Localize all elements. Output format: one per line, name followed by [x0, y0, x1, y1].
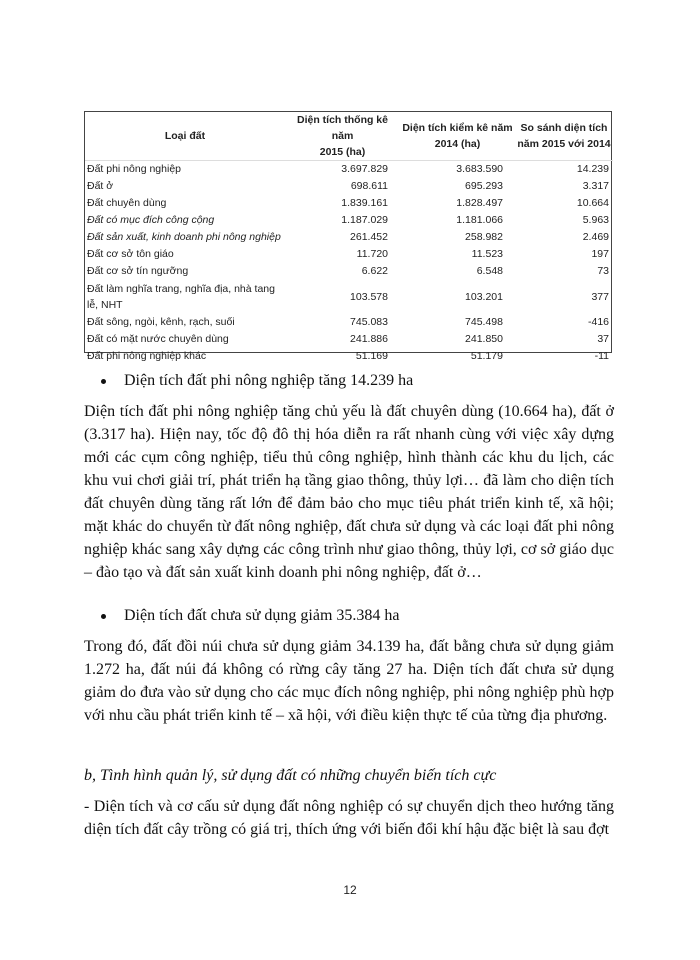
cell-area-2015: 745.083 [350, 316, 388, 328]
cell-area-2015: 261.452 [350, 231, 388, 243]
cell-area-2015: 11.720 [356, 248, 388, 260]
paragraph-non-agri: Diện tích đất phi nông nghiệp tăng chủ yếu là đất chuyên dùng (10.664 ha), đất ở (3.317 ha). Hiện nay, tốc độ đô thị hóa diễn ra rất nhanh cùng với việc xây dựng mới các cụm công nghiệp, tiểu thủ công nghiệp, hình thành các khu du lịch, các khu vui chơi giải trí, phát triển hạ tầng giao thông, thủy lợi… đã làm cho diện tích đất chuyên dùng tăng rất lớn để đảm bảo cho mục tiêu phát triển kinh tế, xã hội; mặt khác do chuyển từ đất nông nghiệp, đất chưa sử dụng và các loại đất phi nông nghiệp khác sang xây dựng các công trình như giao thông, thủy lợi, cơ sở giáo dục – đào tạo và đất sản xuất kinh doanh phi nông nghiệp, đất ở… [84, 403, 614, 581]
cell-difference: -11 [594, 350, 609, 362]
cell-land-type: Đất sản xuất, kinh doanh phi nông nghiệp [87, 231, 281, 243]
cell-area-2014: 3.683.590 [456, 163, 503, 175]
header-2015-line2: 2015 (ha) [319, 146, 366, 158]
cell-area-2014: 51.179 [470, 350, 503, 362]
cell-difference: 73 [597, 265, 609, 277]
cell-difference: 377 [591, 291, 609, 303]
bullet-unused-decrease [101, 607, 400, 625]
cell-difference: 3.317 [582, 180, 609, 192]
paragraph-unused: Trong đó, đất đồi núi chưa sử dụng giảm 34.139 ha, đất bằng chưa sử dụng giảm 1.272 ha, đất núi đá không có rừng cây tăng 27 ha. Diện tích đất chưa sử dụng giảm do đưa vào sử dụng cho các mục đích nông nghiệp, phi nông nghiệp phù hợp với nhu cầu phát triển kinh tế – xã hội, với điều kiện thực tế của từng địa phương. [84, 638, 614, 724]
cell-area-2014: 103.201 [465, 291, 503, 303]
bullet-dot-icon [101, 379, 106, 384]
cell-area-2015: 241.886 [350, 333, 388, 345]
header-2014 [400, 112, 515, 161]
cell-area-2015: 6.622 [361, 265, 388, 277]
cell-land-type: Đất phi nông nghiệp khác [87, 350, 207, 362]
bullet-dot-icon [101, 614, 106, 619]
cell-land-type: Đất có mục đích công cộng [87, 214, 215, 226]
table-row [85, 348, 613, 365]
cell-area-2014: 6.548 [476, 265, 503, 277]
header-compare-line1: So sánh diện tích [520, 122, 608, 134]
cell-land-type: Đất có mặt nước chuyên dùng [87, 333, 229, 345]
bullet-text: Diện tích đất phi nông nghiệp tăng 14.239 ha [124, 372, 414, 389]
cell-land-type: Đất sông, ngòi, kênh, rạch, suối [87, 316, 235, 328]
cell-area-2014: 1.181.066 [456, 214, 503, 226]
cell-difference: 2.469 [582, 231, 609, 243]
header-2014-line2: 2014 (ha) [434, 138, 481, 150]
cell-area-2014: 241.850 [465, 333, 503, 345]
cell-land-type: Đất ở [87, 180, 114, 192]
cell-area-2015: 3.697.829 [341, 163, 388, 175]
bullet-text: Diện tích đất chưa sử dụng giảm 35.384 ha [124, 607, 400, 624]
table-row [85, 212, 613, 229]
table-row [85, 178, 613, 195]
table-row [85, 246, 613, 263]
table-row [85, 229, 613, 246]
cell-land-type: Đất chuyên dùng [87, 197, 167, 209]
header-compare [515, 112, 613, 161]
cell-land-type: Đất cơ sở tôn giáo [87, 248, 174, 260]
cell-area-2014: 1.828.497 [456, 197, 503, 209]
cell-difference: 10.664 [576, 197, 609, 209]
cell-land-type: Đất phi nông nghiệp [87, 163, 181, 175]
table-row [85, 331, 613, 348]
cell-area-2014: 745.498 [465, 316, 503, 328]
land-statistics-table [84, 111, 612, 362]
cell-difference: 5.963 [582, 214, 609, 226]
table-header-row [85, 112, 613, 161]
cell-area-2015: 103.578 [350, 291, 388, 303]
page-number: 12 [343, 883, 357, 897]
cell-area-2014: 695.293 [465, 180, 503, 192]
cell-difference: -416 [587, 316, 609, 328]
section-heading: b, Tình hình quản lý, sử dụng đất có những chuyển biến tích cực [84, 767, 497, 784]
cell-area-2015: 1.839.161 [341, 197, 388, 209]
table-row [85, 161, 613, 179]
cell-difference: 197 [591, 248, 609, 260]
cell-land-type: Đất cơ sở tín ngưỡng [87, 265, 189, 277]
header-land-type: Loại đất [164, 130, 206, 142]
bullet-non-agri-increase [101, 372, 413, 390]
table-row [85, 280, 613, 314]
cell-difference: 14.239 [576, 163, 609, 175]
header-compare-line2: năm 2015 với 2014 [517, 138, 611, 150]
table-row [85, 195, 613, 212]
paragraph-agri-structure: - Diện tích và cơ cấu sử dụng đất nông nghiệp có sự chuyển dịch theo hướng tăng diện tích đất cây trồng có giá trị, thích ứng với biến đổi khí hậu đặc biệt là sau đợt [84, 798, 614, 838]
cell-area-2014: 258.982 [465, 231, 503, 243]
cell-area-2015: 51.169 [355, 350, 388, 362]
header-2014-line1: Diện tích kiểm kê năm [402, 122, 513, 134]
cell-difference: 37 [597, 333, 609, 345]
table-row [85, 314, 613, 331]
cell-area-2015: 1.187.029 [341, 214, 388, 226]
header-2015 [285, 112, 400, 161]
cell-land-type: Đất làm nghĩa trang, nghĩa địa, nhà tang lễ, NHT [87, 283, 275, 311]
header-2015-line1: Diện tích thống kê năm [296, 114, 388, 142]
cell-area-2015: 698.611 [350, 180, 388, 192]
table-row [85, 263, 613, 280]
cell-area-2014: 11.523 [471, 248, 503, 260]
